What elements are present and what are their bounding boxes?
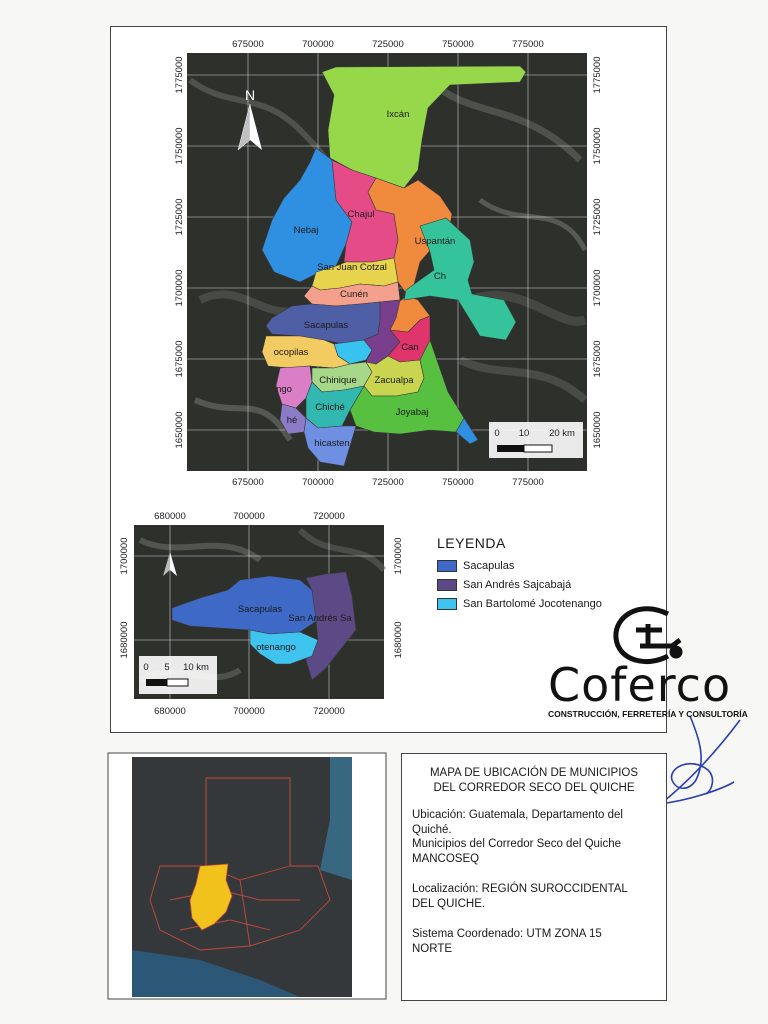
inset-x-ticks-top xyxy=(154,511,345,522)
svg-text:San Andrés Sa: San Andrés Sa xyxy=(288,613,352,624)
label-sacapulas: Sacapulas xyxy=(303,320,349,331)
inset-scalebar xyxy=(139,656,217,694)
label-jocopilas: ocopilas xyxy=(273,347,309,358)
label-zacualpa: Zacualpa xyxy=(374,375,414,386)
svg-text:700000: 700000 xyxy=(233,706,265,717)
legend-swatch xyxy=(437,598,457,610)
svg-text:Sacapulas: Sacapulas xyxy=(237,604,283,615)
x-tick: 750000 xyxy=(442,477,474,488)
label-joyabaj: Joyabaj xyxy=(395,407,429,418)
legend-title: LEYENDA xyxy=(437,535,506,551)
x-tick: 700000 xyxy=(302,39,334,50)
svg-text:10: 10 xyxy=(518,428,530,439)
x-tick: 775000 xyxy=(512,39,544,50)
svg-text:1680000: 1680000 xyxy=(119,621,130,659)
y-tick: 1775000 xyxy=(592,56,603,94)
info-title: MAPA DE UBICACIÓN DE MUNICIPIOS DEL CORREDOR SECO DEL QUICHE xyxy=(429,767,639,794)
legend-item-jocotenango xyxy=(437,598,602,610)
label-chicaman: Ch xyxy=(433,271,447,282)
label-chajul: Chajul xyxy=(347,209,375,220)
svg-text:720000: 720000 xyxy=(313,706,345,717)
x-tick: 700000 xyxy=(302,477,334,488)
svg-text:1700000: 1700000 xyxy=(119,537,130,575)
svg-text:5: 5 xyxy=(164,662,170,673)
svg-text:N: N xyxy=(244,87,256,103)
y-tick: 1750000 xyxy=(592,127,603,165)
svg-text:680000: 680000 xyxy=(154,511,186,522)
label-uspantan: Uspantán xyxy=(414,236,456,247)
svg-text:1700000: 1700000 xyxy=(393,537,404,575)
label-chichicastenango: hicasten xyxy=(314,438,350,449)
y-tick: 1650000 xyxy=(592,411,603,449)
info-sistema: Sistema Coordenado: UTM ZONA 15 NORTE xyxy=(412,928,602,955)
label-ixcan: Ixcán xyxy=(386,109,410,120)
y-tick: 1675000 xyxy=(592,340,603,378)
svg-text:0: 0 xyxy=(143,662,149,673)
legend-label: San Andrés Sajcabajá xyxy=(463,579,572,591)
inset-x-ticks-bottom xyxy=(154,706,345,717)
info-localizacion: Localización: REGIÓN SUROCCIDENTAL DEL QUICHE. xyxy=(412,883,628,910)
label-he: hé xyxy=(286,415,298,426)
legend-label: San Bartolomé Jocotenango xyxy=(463,598,602,610)
label-chinique: Chinique xyxy=(319,375,357,386)
y-tick: 1675000 xyxy=(174,340,185,378)
label-chiche: Chiché xyxy=(315,402,345,413)
y-tick: 1650000 xyxy=(174,411,185,449)
svg-text:720000: 720000 xyxy=(313,511,345,522)
svg-text:1680000: 1680000 xyxy=(393,621,404,659)
svg-text:20 km: 20 km xyxy=(549,428,575,439)
x-tick: 750000 xyxy=(442,39,474,50)
coferco-logo-icon xyxy=(616,609,680,662)
svg-text:10 km: 10 km xyxy=(183,662,209,673)
info-ubicacion: Ubicación: Guatemala, Departamento del Quiché. xyxy=(412,809,623,836)
legend-item-sacapulas xyxy=(437,560,514,572)
svg-text:otenango: otenango xyxy=(256,642,296,653)
y-tick: 1725000 xyxy=(592,198,603,236)
x-tick: 675000 xyxy=(232,39,264,50)
svg-text:0: 0 xyxy=(494,428,500,439)
logo-tagline: CONSTRUCCIÓN, FERRETERÍA Y CONSULTORÍA xyxy=(548,709,748,719)
legend-item-san-andres xyxy=(437,579,571,591)
y-tick: 1775000 xyxy=(174,56,185,94)
svg-text:700000: 700000 xyxy=(233,511,265,522)
label-cunen: Cunén xyxy=(340,289,368,300)
y-ticks-left xyxy=(174,57,185,449)
logo-name: Coferco xyxy=(548,658,732,712)
y-tick: 1700000 xyxy=(592,269,603,307)
label-san-juan-cotzal: San Juan Cotzal xyxy=(317,262,387,273)
legend-swatch xyxy=(437,579,457,591)
x-tick: 775000 xyxy=(512,477,544,488)
info-box xyxy=(401,753,667,1001)
legend-swatch xyxy=(437,560,457,572)
label-canilla: Can xyxy=(401,342,419,353)
svg-text:680000: 680000 xyxy=(154,706,186,717)
y-tick: 1725000 xyxy=(174,198,185,236)
x-tick: 725000 xyxy=(372,39,404,50)
label-ngo: ngo xyxy=(276,384,292,395)
label-nebaj: Nebaj xyxy=(293,225,319,236)
y-tick: 1750000 xyxy=(174,127,185,165)
scalebar xyxy=(489,422,583,458)
info-municipios: Municipios del Corredor Seco del Quiche MANCOSEQ xyxy=(412,838,622,865)
legend-label: Sacapulas xyxy=(463,560,515,572)
x-ticks-top xyxy=(232,39,544,50)
x-tick: 725000 xyxy=(372,477,404,488)
x-tick: 675000 xyxy=(232,477,264,488)
x-ticks-bottom xyxy=(232,477,544,488)
y-ticks-right xyxy=(592,57,603,449)
y-tick: 1700000 xyxy=(174,269,185,307)
